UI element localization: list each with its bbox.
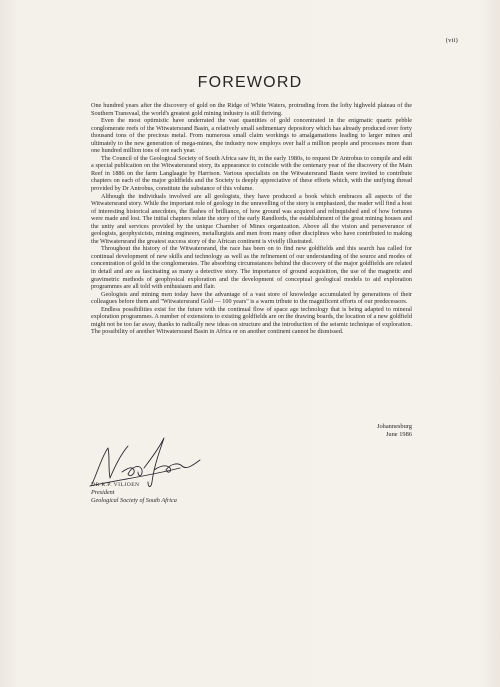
signer-block [91,482,177,504]
page-title: FOREWORD [197,74,303,91]
foreword-body [91,102,412,336]
paragraph-5: Throughout the history of the Witwatersrand, the race has been on to find new goldfields and this search has called for continual development of new skills and technology as well as the refinement of our understanding of the source and modes of concentration of gold in the conglomerates. The absorbing circumstances behind the discovery of the major goldfields are related in detail and are as fascinating as many a detective story. The importance of ground acquisition, the use of the magnetic and gravimetric methods of geophysical exploration and the development of conceptual geological models to aid exploration programmes are all told with enthusiasm and flair. [91,245,412,291]
signature-stroke-4 [154,460,200,472]
signature-stroke-2 [122,467,142,476]
signer-role: President [91,489,115,497]
paragraph-3: The Council of the Geological Society of South Africa saw fit, in the early 1980s, to request Dr Antrobus to compile and edit a special publication on the Witwatersrand story, its appearance to coincide with the centenary year of the discovery of the Main Reef in 1886 on the farm Langlaagte by Harrison. Various specialists on the Witwatersrand Basin were invited to contribute chapters on each of the major goldfields and the Society is deeply appreciative of these efforts which, with the unifying thread provided by Dr Antrobus, constitute the substance of this volume. [91,154,412,193]
date: June 1986 [385,430,412,438]
paragraph-2: Even the most optimistic have underrated the vast quantities of gold concentrated in the enigmatic quartz pebble conglomerate reefs of the Witwatersrand Basin, a relatively small sedimentary depository which has already produced over forty thousand tons of the precious metal. From numerous small claim workings to amalgamations leading to larger mines and ultimately to the new generation of mega-mines, the industry now employs over half a million people and processes more than one hundred million tons of ore each year. [91,117,412,155]
signer-name: DR R.P. VILJOEN [91,482,140,488]
place-and-date [377,423,412,438]
place: Johannesburg [376,423,412,430]
paragraph-1: One hundred years after the discovery of gold on the Ridge of White Waters, protruding from the lofty highveld plateau of the Southern Transvaal, the world's greatest gold mining industry is still thriving. [91,102,412,117]
paragraph-7: Endless possibilities exist for the future with the continual flow of space age technology that is being adapted to mineral exploration programmes. A number of extensions to existing goldfields are on the drawing boards, the location of a new goldfield might not be too far away, thanks to radically new ideas on structure and the introduction of the seismic technique of exploration. The possibility of another Witwatersrand Basin in Africa or on another continent cannot be dismissed. [91,305,412,336]
page-number: (vii) [445,37,458,44]
signature-stroke-3 [144,438,164,487]
signature-stroke-1 [92,446,128,484]
paragraph-6: Geologists and mining men today have the advantage of a vast store of knowledge accumulated by generations of their colleagues before them and "Witwatersrand Gold — 100 years" is a warm tribute to the magnificent efforts of our predecessors. [91,290,412,306]
paragraph-4: Although the individuals involved are all geologists, they have produced a book which embraces all aspects of the Witwatersrand story. While the important role of geology in the unravelling of the story is emphasized, the reader will find a host of interesting historical anecdotes, the flashes of brilliance, of how ground was acquired and relinquished and of how fortunes were made and lost. The initial chapters relate the story of the early Randlords, the establishment of the great mining houses and the unity and services provided by the unique Chamber of Mines organization. Above all the vision and perseverance of geologists, geophysicists, mining engineers, metallurgists and men from many other disciplines who have contributed to making the Witwatersrand the greatest success story of the African continent is vividly illustrated. [91,192,412,245]
signer-organization: Geological Society of South Africa [91,496,177,504]
